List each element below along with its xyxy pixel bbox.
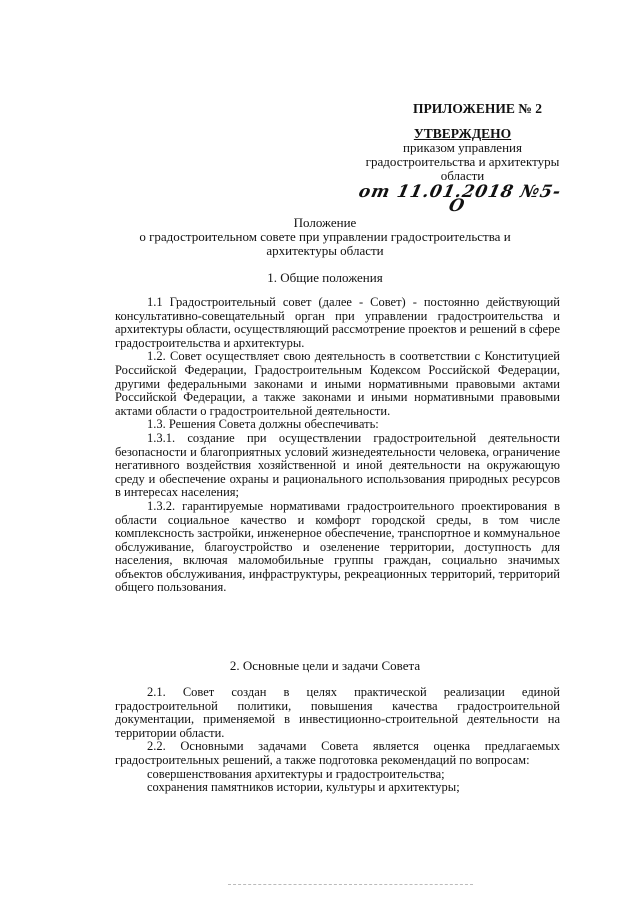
title-line-1: Положение (293, 215, 357, 230)
title-line-2: о градостроительном совете при управлении градостроительства и (139, 229, 511, 244)
title-line-3: архитектуры области (266, 243, 384, 258)
appendix-label: ПРИЛОЖЕНИЕ № 2 (413, 101, 542, 116)
task-item-2: сохранения памятников истории, культуры и архитектуры; (147, 780, 460, 795)
task-item-1: совершенствования архитектуры и градостроительства; (147, 766, 445, 781)
order-line-2: градостроительства и архитектуры (365, 154, 560, 169)
paragraph-1-1: 1.1 Градостроительный совет (далее - Совет) - постоянно действующий консультативно-совещательный орган при управлении градостроительства и архитектуры области, осуществляющий рассмотрение проектов и решений в сфере градостроительства и архитектуры. (115, 295, 560, 350)
document-title (110, 216, 540, 258)
scan-artifact-divider (228, 884, 473, 885)
section-2-body (115, 686, 560, 795)
handwritten-date-number: от 11.01.2018 №5-О (356, 182, 564, 216)
paragraph-2-1: 2.1. Совет создан в целях практической реализации единой градостроительной политики, повышения качества градостроительной документации, применяемой в инвестиционно-строительной деятельности на территории области. (115, 685, 560, 740)
order-line-3: области (440, 168, 485, 183)
section-1-body (115, 296, 560, 595)
paragraph-1-3-2: 1.3.2. гарантируемые нормативами градостроительного проектирования в области социальное качество и комфорт городской среды, в том числе комплексность застройки, инженерное обеспечение, транспортное и коммунальное обслуживание, благоустройство и озеленение территории, доступность для населения, включая маломобильные группы граждан, социально значимых объектов обслуживания, инфраструктуры, рекреационных территорий, территорий общего пользования. (115, 498, 560, 595)
approval-header (356, 101, 565, 216)
approved-stamp-label: УТВЕРЖДЕНО (413, 126, 512, 141)
paragraph-1-3: 1.3. Решения Совета должны обеспечивать: (147, 417, 379, 432)
paragraph-2-2: 2.2. Основными задачами Совета является оценка предлагаемых градостроительных решений, а также подготовка рекомендаций по вопросам: (115, 739, 560, 767)
order-line-1: приказом управления (403, 140, 522, 155)
paragraph-1-3-1: 1.3.1. создание при осуществлении градостроительной деятельности безопасности и благоприятных условий жизнедеятельности человека, ограничение негативного воздействия хозяйственной и иной деятельности на окружающую среду и обеспечение охраны и рационального использования природных ресурсов в интересах населения; (115, 430, 560, 500)
paragraph-1-2: 1.2. Совет осуществляет свою деятельность в соответствии с Конституцией Российской Федерации, Градостроительным Кодексом Российской Федерации, другими федеральными законами и иными нормативными правовыми актами Российской Федерации, а также законами и иными нормативными правовыми актами области о градостроительной деятельности. (115, 349, 560, 418)
section-1-heading: 1. Общие положения (267, 270, 383, 285)
section-2-heading: 2. Основные цели и задачи Совета (229, 658, 421, 673)
